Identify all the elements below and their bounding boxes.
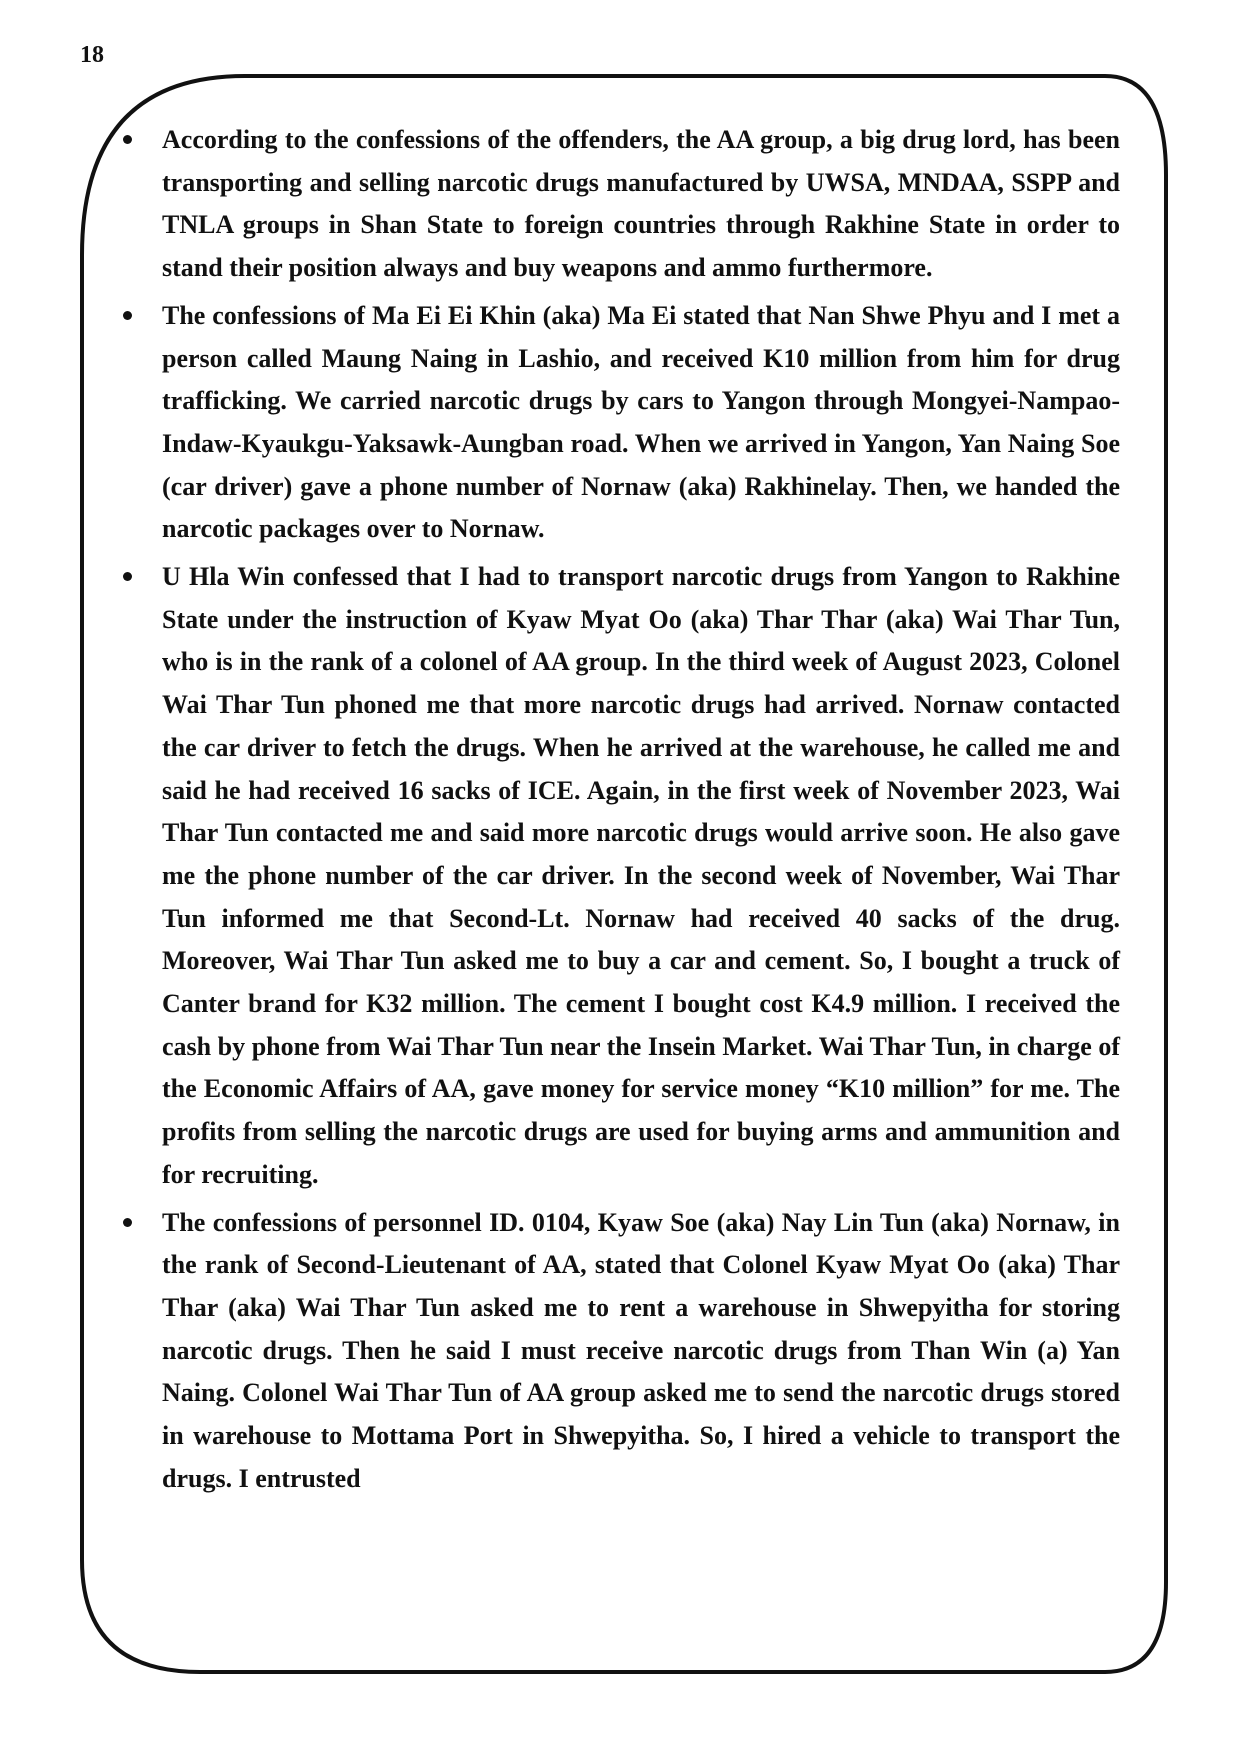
- bullet-item: [115, 556, 1120, 1197]
- bullet-icon: [123, 135, 132, 144]
- bullet-item: [115, 1202, 1120, 1501]
- bullet-icon: [123, 572, 132, 581]
- paragraph-text: U Hla Win confessed that I had to transport narcotic drugs from Yangon to Rakhine State under the instruction of Kyaw Myat Oo (aka) Thar Thar (aka) Wai Thar Tun, who is in the rank of a colonel of AA group. In the third week of August 2023, Colonel Wai Thar Tun phoned me that more narcotic drugs had arrived. Nornaw contacted the car driver to fetch the drugs. When he arrived at the warehouse, he called me and said he had received 16 sacks of ICE. Again, in the first week of November 2023, Wai Thar Tun contacted me and said more narcotic drugs would arrive soon. He also gave me the phone number of the car driver. In the second week of November, Wai Thar Tun informed me that Second-Lt. Nornaw had received 40 sacks of the drug. Moreover, Wai Thar Tun asked me to buy a car and cement. So, I bought a truck of Canter brand for K32 million. The cement I bought cost K4.9 million. I received the cash by phone from Wai Thar Tun near the Insein Market. Wai Thar Tun, in charge of the Economic Affairs of AA, gave money for service money “K10 million” for me. The profits from selling the narcotic drugs are used for buying arms and ammunition and for recruiting.: [162, 562, 1120, 1189]
- paragraph-text: The confessions of personnel ID. 0104, Kyaw Soe (aka) Nay Lin Tun (aka) Nornaw, in the rank of Second-Lieutenant of AA, stated that Colonel Kyaw Myat Oo (aka) Thar Thar (aka) Wai Thar Tun asked me to rent a warehouse in Shwepyitha for storing narcotic drugs. Then he said I must receive narcotic drugs from Than Win (a) Yan Naing. Colonel Wai Thar Tun of AA group asked me to send the narcotic drugs stored in warehouse to Mottama Port in Shwepyitha. So, I hired a vehicle to transport the drugs. I entrusted: [162, 1207, 1120, 1493]
- bullet-item: [115, 119, 1120, 290]
- bullet-icon: [123, 311, 132, 320]
- document-body: [115, 119, 1120, 1506]
- paragraph-text: The confessions of Ma Ei Ei Khin (aka) Ma Ei stated that Nan Shwe Phyu and I met a person called Maung Naing in Lashio, and received K10 million from him for drug trafficking. We carried narcotic drugs by cars to Yangon through Mongyei-Nampao-Indaw-Kyaukgu-Yaksawk-Aungban road. When we arrived in Yangon, Yan Naing Soe (car driver) gave a phone number of Nornaw (aka) Rakhinelay. Then, we handed the narcotic packages over to Nornaw.: [162, 300, 1120, 544]
- bullet-icon: [123, 1218, 132, 1227]
- bullet-list: [115, 119, 1120, 1501]
- paragraph-text: According to the confessions of the offenders, the AA group, a big drug lord, has been transporting and selling narcotic drugs manufactured by UWSA, MNDAA, SSPP and TNLA groups in Shan State to foreign countries through Rakhine State in order to stand their position always and buy weapons and ammo furthermore.: [162, 125, 1120, 283]
- bullet-item: [115, 295, 1120, 551]
- page-number: 18: [80, 42, 104, 68]
